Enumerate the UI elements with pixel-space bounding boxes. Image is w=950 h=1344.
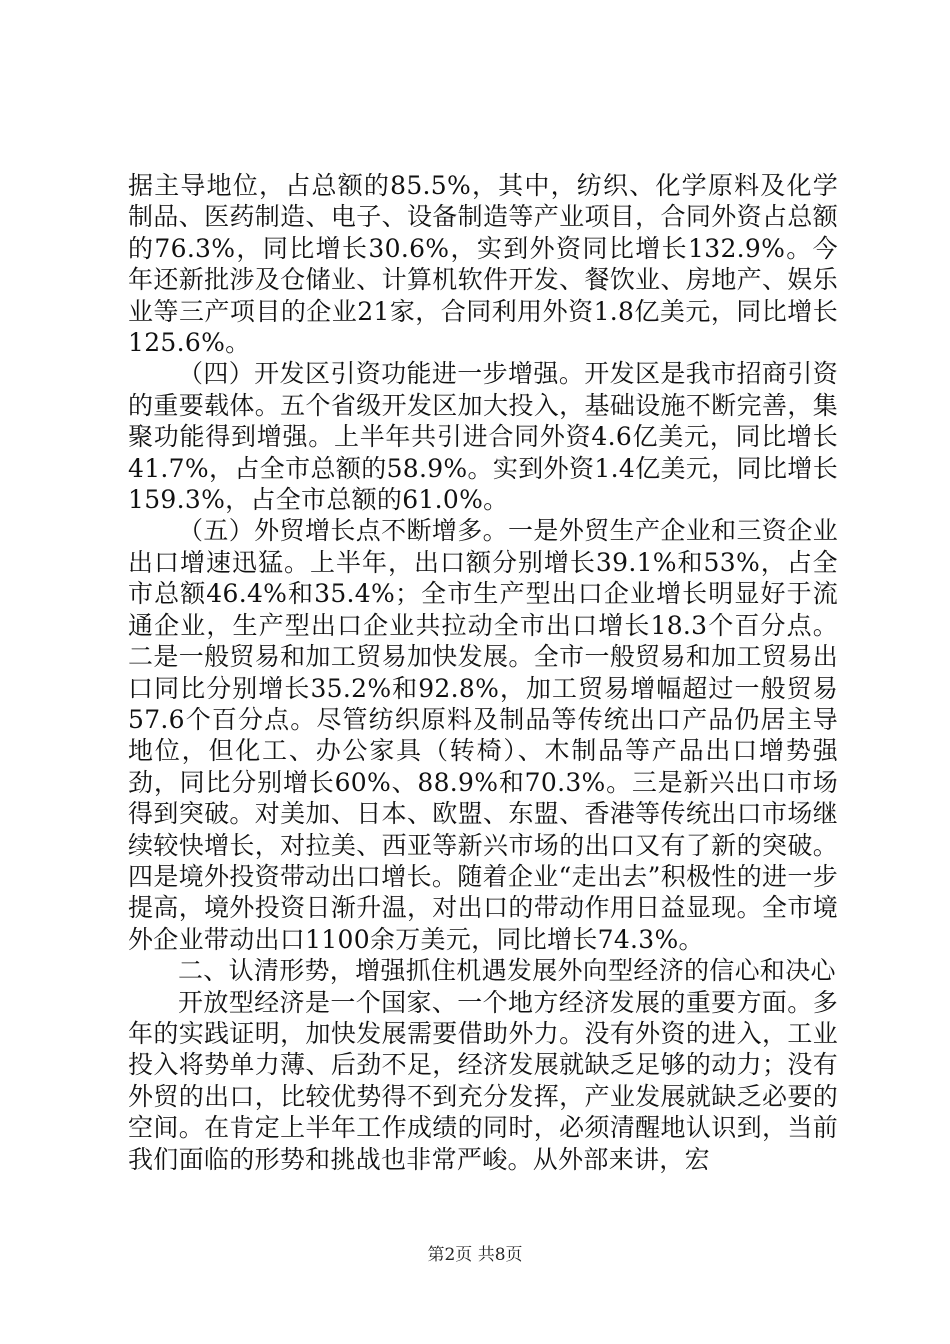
page-number-footer: 第2页 共8页 xyxy=(427,1245,523,1265)
paragraph-3: （五）外贸增长点不断增多。一是外贸生产企业和三资企业出口增速迅猛。上半年，出口额分别增长39.1%和53%，占全市总额46.4%和35.4%；全市生产型出口企业增长明显好于流通企业，生产型出口企业共拉动全市出口增长18.3个百分点。二是一般贸易和加工贸易加快发展。全市一般贸易和加工贸易出口同比分别增长35.2%和92.8%，加工贸易增幅超过一般贸易57.6个百分点。尽管纺织原料及制品等传统出口产品仍居主导地位，但化工、办公家具（转椅）、木制品等产品出口增势强劲，同比分别增长60%、88.9%和70.3%。三是新兴出口市场得到突破。对美加、日本、欧盟、东盟、香港等传统出口市场继续较快增长，对拉美、西亚等新兴市场的出口又有了新的突破。四是境外投资带动出口增长。随着企业“走出去”积极性的进一步提高，境外投资日渐升温，对出口的带动作用日益显现。全市境外企业带动出口1100余万美元，同比增长74.3%。 xyxy=(128,516,838,954)
paragraph-2: （四）开发区引资功能进一步增强。开发区是我市招商引资的重要载体。五个省级开发区加大投入，基础设施不断完善，集聚功能得到增强。上半年共引进合同外资4.6亿美元，同比增长41.7%，占全市总额的58.9%。实到外资1.4亿美元，同比增长159.3%，占全市总额的61.0%。 xyxy=(128,359,838,515)
paragraph-1: 据主导地位，占总额的85.5%，其中，纺织、化学原料及化学制品、医药制造、电子、设备制造等产业项目，合同外资占总额的76.3%，同比增长30.6%，实到外资同比增长132.9%。今年还新批涉及仓储业、计算机软件开发、餐饮业、房地产、娱乐业等三产项目的企业21家，合同利用外资1.8亿美元，同比增长125.6%。 xyxy=(128,171,838,358)
document-body xyxy=(128,170,838,1175)
section-heading: 二、认清形势，增强抓住机遇发展外向型经济的信心和决心 xyxy=(178,956,836,986)
paragraph-4: 开放型经济是一个国家、一个地方经济发展的重要方面。多年的实践证明，加快发展需要借助外力。没有外资的进入，工业投入将势单力薄、后劲不足，经济发展就缺乏足够的动力；没有外贸的出口，比较优势得不到充分发挥，产业发展就缺乏必要的空间。在肯定上半年工作成绩的同时，必须清醒地认识到，当前我们面临的形势和挑战也非常严峻。从外部来讲，宏 xyxy=(128,987,838,1174)
